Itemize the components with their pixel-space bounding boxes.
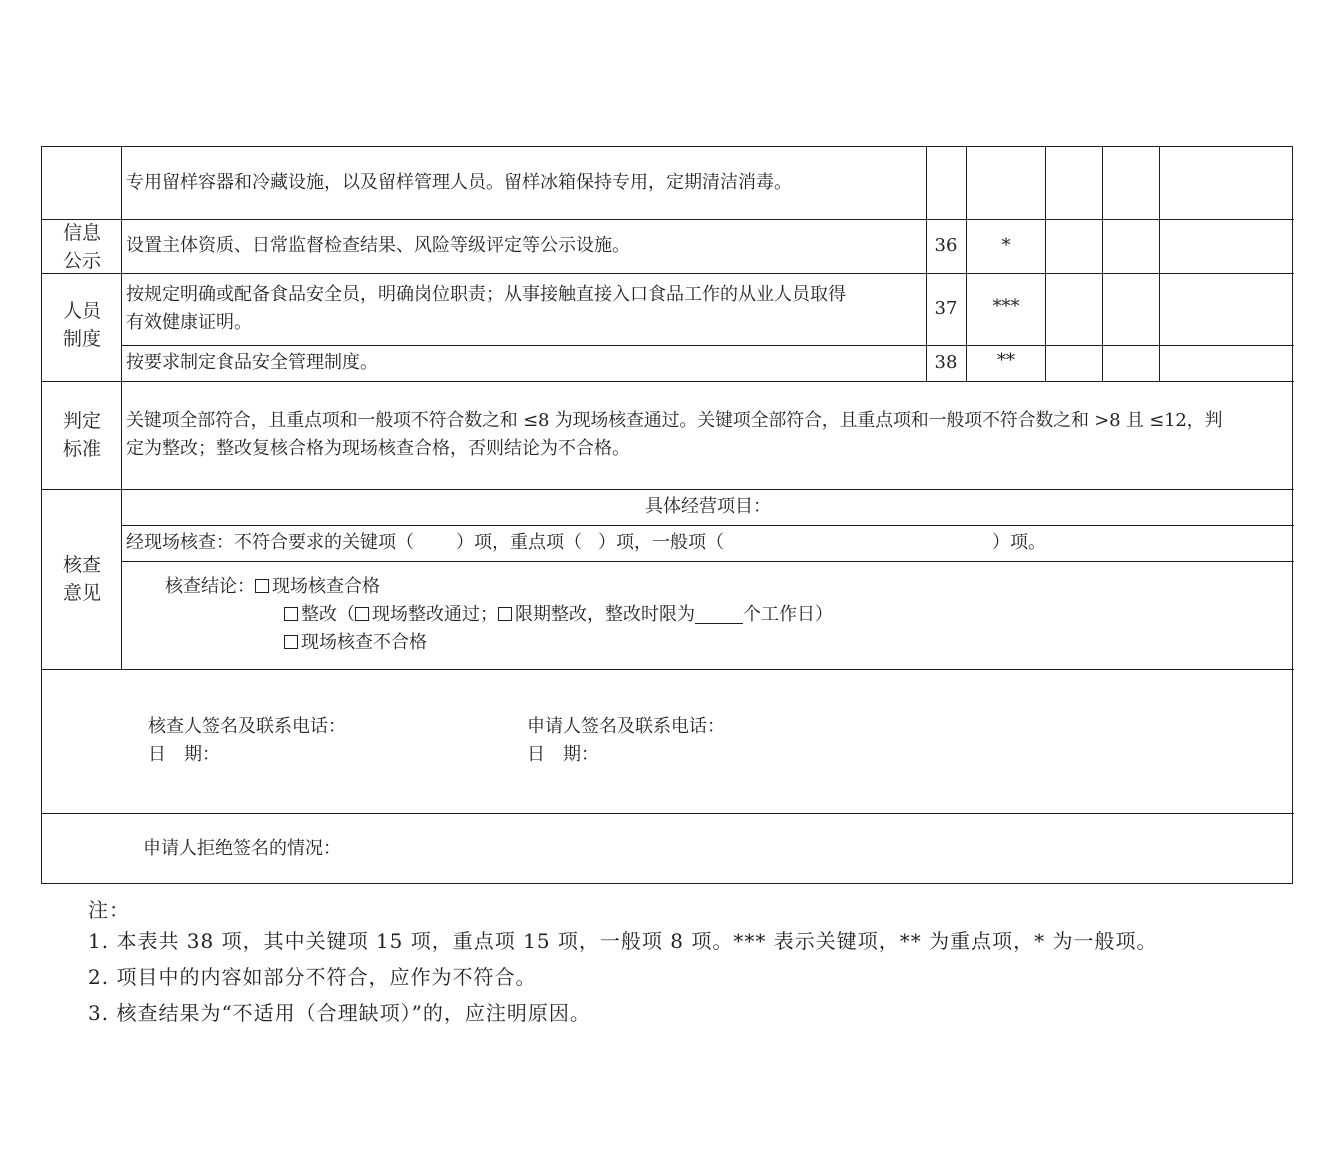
- refusal-label: 申请人拒绝签名的情况：: [143, 838, 341, 859]
- business-items-label: 具体经营项目：: [645, 496, 771, 517]
- days-blank[interactable]: [695, 605, 743, 624]
- row-content-line: 有效健康证明。: [126, 312, 252, 333]
- item-level: *: [1001, 235, 1011, 256]
- checkbox[interactable]: [255, 579, 269, 593]
- column-divider: [1159, 147, 1160, 381]
- row-divider: [42, 669, 1294, 670]
- findings-key-suffix: ）项，重点项（: [456, 532, 582, 553]
- rectify-line: [284, 601, 833, 629]
- row-content: 设置主体资质、日常监督检查结果、风险等级评定等公示设施。: [126, 235, 630, 256]
- criteria-text: 关键项全部符合，且重点项和一般项不符合数之和 ≤8 为现场核查通过。关键项全部符合，且重点项和一般项不符合数之和 >8 且 ≤12，判: [126, 410, 1223, 431]
- category-label: 人员制度: [62, 300, 101, 350]
- category-label: 信息公示: [62, 222, 101, 272]
- note-item: 3. 核查结果为“不适用（合理缺项）”的，应注明原因。: [88, 1001, 591, 1025]
- findings-general-suffix: ）项。: [992, 532, 1046, 553]
- conclusion-label: 核查结论：: [165, 576, 255, 597]
- row-divider: [42, 381, 1294, 382]
- row-divider: [42, 273, 1294, 274]
- item-level: **: [997, 350, 1015, 371]
- row-divider: [122, 345, 1294, 346]
- row-content: 按要求制定食品安全管理制度。: [126, 352, 378, 373]
- checkbox[interactable]: [355, 607, 369, 621]
- applicant-signature-label: 申请人签名及联系电话：: [527, 716, 725, 737]
- item-level: ***: [992, 296, 1020, 317]
- row-divider: [122, 525, 1294, 526]
- opinion-label: 核查意见: [62, 554, 101, 604]
- inspector-date-label: 日 期：: [148, 744, 220, 765]
- option-pass-label: 现场核查合格: [272, 576, 380, 597]
- checkbox[interactable]: [498, 607, 512, 621]
- findings-major-suffix: ）项，一般项（: [598, 532, 724, 553]
- option-rectify-onsite-label: 现场整改通过；: [372, 604, 498, 625]
- row-content: 专用留样容器和冷藏设施，以及留样管理人员。留样冰箱保持专用，定期清洁消毒。: [126, 172, 792, 193]
- option-fail-label: 现场核查不合格: [301, 632, 427, 653]
- option-rectify-days-label: 个工作日）: [743, 604, 833, 625]
- checkbox[interactable]: [284, 607, 298, 621]
- criteria-label: 判定标准: [62, 410, 101, 460]
- item-number: 38: [934, 352, 958, 373]
- row-content-line: 按规定明确或配备食品安全员，明确岗位职责；从事接触直接入口食品工作的从业人员取得: [126, 284, 846, 305]
- findings-prefix: 经现场核查：不符合要求的关键项（: [126, 532, 414, 553]
- note-item: 1. 本表共 38 项，其中关键项 15 项，重点项 15 项，一般项 8 项。*** 表示关键项，** 为重点项，* 为一般项。: [88, 929, 1158, 953]
- row-divider: [42, 489, 1294, 490]
- column-divider: [926, 147, 927, 381]
- conclusion-line: [165, 573, 380, 601]
- item-number: 36: [934, 235, 958, 256]
- checkbox[interactable]: [284, 635, 298, 649]
- option-rectify-label: 整改（: [301, 604, 355, 625]
- option-rectify-deadline-label: 限期整改，整改时限为: [515, 604, 695, 625]
- criteria-text: 定为整改；整改复核合格为现场核查合格，否则结论为不合格。: [126, 438, 630, 459]
- fail-line: [284, 629, 427, 657]
- column-divider: [1102, 147, 1103, 381]
- applicant-date-label: 日 期：: [527, 744, 599, 765]
- column-divider: [1045, 147, 1046, 381]
- note-item: 2. 项目中的内容如部分不符合，应作为不符合。: [88, 965, 537, 989]
- notes-title: 注：: [88, 898, 130, 922]
- row-divider: [122, 561, 1294, 562]
- findings-line: [126, 529, 1046, 557]
- row-divider: [42, 813, 1294, 814]
- inspector-signature-label: 核查人签名及联系电话：: [148, 716, 346, 737]
- inspection-form-table: [41, 146, 1293, 884]
- column-divider: [966, 147, 967, 381]
- item-number: 37: [934, 298, 958, 319]
- row-divider: [42, 219, 1294, 220]
